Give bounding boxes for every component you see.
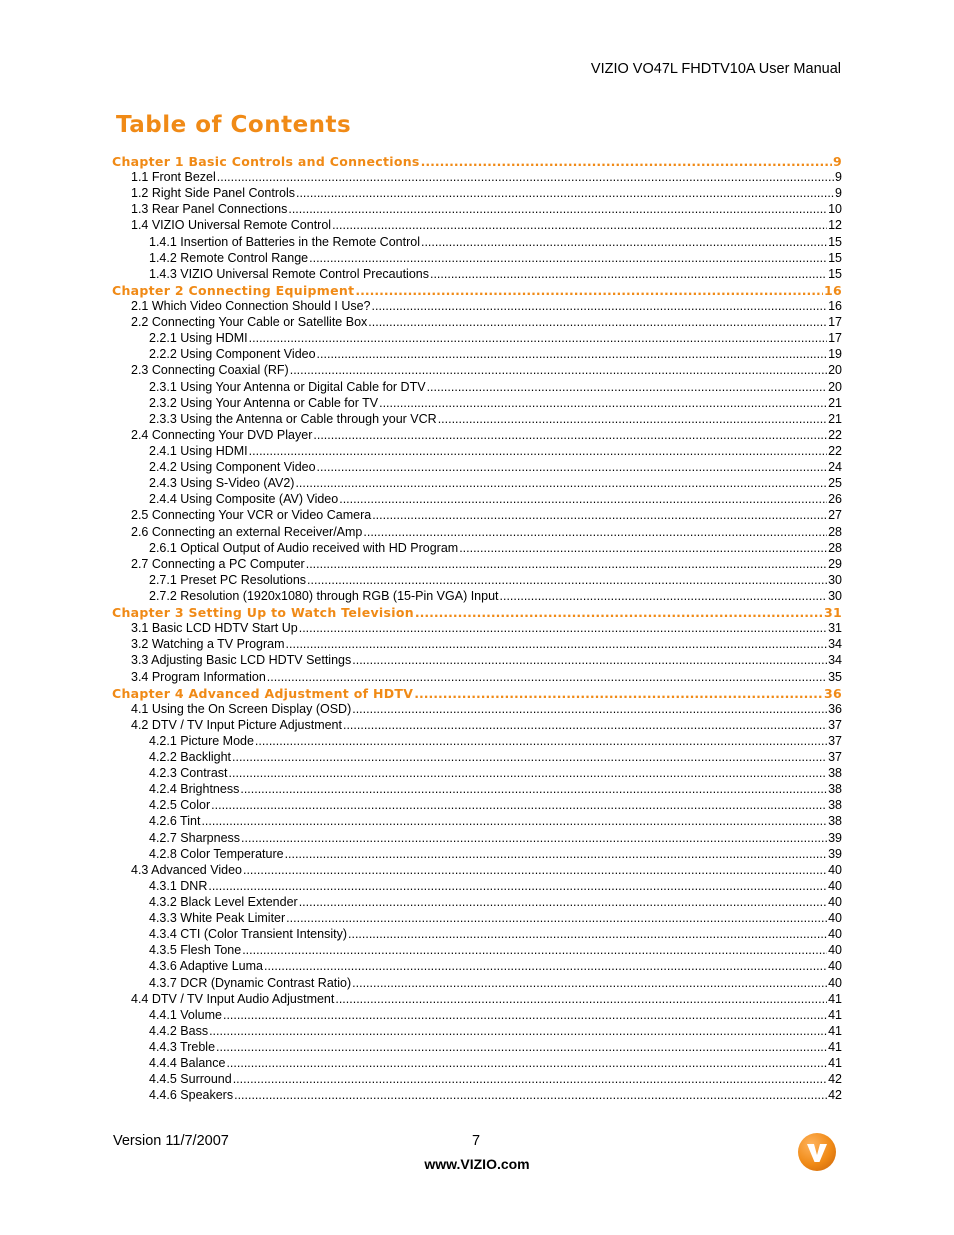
toc-leader-dots <box>288 202 827 216</box>
toc-entry-label: 1.1 Front Bezel <box>131 170 216 185</box>
toc-entry-page: 22 <box>828 443 842 458</box>
toc-entry-page: 36 <box>824 685 842 701</box>
toc-leader-dots <box>352 702 827 716</box>
toc-entry-label: Chapter 2 Connecting Equipment <box>112 282 355 298</box>
toc-entry-label: 2.4.2 Using Component Video <box>149 460 316 475</box>
toc-entry-page: 40 <box>828 895 842 910</box>
toc-section-entry[interactable] <box>112 573 842 589</box>
toc-section-entry[interactable] <box>112 992 842 1008</box>
toc-section-entry[interactable] <box>112 315 842 331</box>
toc-entry-page: 41 <box>828 1023 842 1038</box>
toc-chapter-entry[interactable] <box>112 283 842 299</box>
toc-entry-page: 15 <box>828 266 842 281</box>
toc-section-entry[interactable] <box>112 186 842 202</box>
toc-entry-label: 4.4.3 Treble <box>149 1040 216 1055</box>
toc-entry-label: 2.3.2 Using Your Antenna or Cable for TV <box>149 395 379 410</box>
toc-leader-dots <box>307 573 827 587</box>
toc-leader-dots <box>430 267 827 281</box>
toc-leader-dots <box>355 283 823 298</box>
toc-entry-label: 4.4.6 Speakers <box>149 1088 234 1103</box>
toc-entry-page: 38 <box>828 766 842 781</box>
toc-entry-page: 40 <box>828 911 842 926</box>
toc-section-entry[interactable] <box>112 380 842 396</box>
toc-section-entry[interactable] <box>112 847 842 863</box>
toc-entry-page: 17 <box>828 331 842 346</box>
vizio-v-logo-icon <box>798 1133 836 1171</box>
toc-leader-dots <box>286 637 828 651</box>
toc-entry-page: 41 <box>828 1007 842 1022</box>
toc-entry-page: 42 <box>828 1072 842 1087</box>
toc-leader-dots <box>363 525 827 539</box>
toc-section-entry[interactable] <box>112 218 842 234</box>
toc-entry-label: 2.6 Connecting an external Receiver/Amp <box>131 524 363 539</box>
toc-leader-dots <box>500 589 828 603</box>
toc-section-entry[interactable] <box>112 1040 842 1056</box>
toc-entry-page: 9 <box>833 154 842 169</box>
toc-entry-page: 38 <box>828 798 842 813</box>
toc-entry-label: 4.3.2 Black Level Extender <box>149 895 298 910</box>
toc-section-entry[interactable] <box>112 347 842 363</box>
toc-entry-page: 41 <box>828 991 842 1006</box>
toc-entry-page: 35 <box>828 669 842 684</box>
toc-entry-label: 2.2.2 Using Component Video <box>149 347 316 362</box>
toc-section-entry[interactable] <box>112 396 842 412</box>
toc-entry-page: 40 <box>828 975 842 990</box>
toc-entry-page: 42 <box>828 1088 842 1103</box>
toc-section-entry[interactable] <box>112 412 842 428</box>
toc-section-entry[interactable] <box>112 653 842 669</box>
toc-section-entry[interactable] <box>112 702 842 718</box>
toc-entry-page: 37 <box>828 717 842 732</box>
toc-entry-page: 39 <box>828 830 842 845</box>
toc-entry-page: 34 <box>828 637 842 652</box>
toc-entry-label: 1.4.2 Remote Control Range <box>149 250 309 265</box>
toc-section-entry[interactable] <box>112 331 842 347</box>
toc-entry-label: 4.2.7 Sharpness <box>149 830 241 845</box>
toc-leader-dots <box>348 927 827 941</box>
toc-section-entry[interactable] <box>112 863 842 879</box>
toc-entry-page: 41 <box>828 1040 842 1055</box>
table-of-contents <box>112 154 842 1104</box>
toc-chapter-entry[interactable] <box>112 605 842 621</box>
toc-section-entry[interactable] <box>112 235 842 251</box>
toc-section-entry[interactable] <box>112 1024 842 1040</box>
toc-entry-label: 3.4 Program Information <box>131 669 266 684</box>
toc-leader-dots <box>285 847 828 861</box>
toc-entry-label: 1.4.3 VIZIO Universal Remote Control Precautions <box>149 266 429 281</box>
toc-leader-dots <box>241 831 827 845</box>
toc-entry-label: Chapter 1 Basic Controls and Connections <box>112 154 420 169</box>
toc-entry-page: 40 <box>828 878 842 893</box>
toc-leader-dots <box>414 686 823 701</box>
toc-entry-label: 4.3 Advanced Video <box>131 862 242 877</box>
toc-entry-label: 4.4.2 Bass <box>149 1023 209 1038</box>
toc-leader-dots <box>299 895 827 909</box>
toc-entry-page: 16 <box>824 282 842 298</box>
toc-leader-dots <box>229 766 828 780</box>
toc-section-entry[interactable] <box>112 363 842 379</box>
toc-section-entry[interactable] <box>112 976 842 992</box>
toc-entry-label: 2.2 Connecting Your Cable or Satellite Box <box>131 315 368 330</box>
toc-leader-dots <box>290 363 827 377</box>
toc-leader-dots <box>240 782 827 796</box>
toc-entry-label: 1.3 Rear Panel Connections <box>131 202 288 217</box>
toc-entry-page: 30 <box>828 588 842 603</box>
toc-leader-dots <box>415 605 823 620</box>
toc-section-entry[interactable] <box>112 879 842 895</box>
toc-entry-page: 25 <box>828 476 842 491</box>
toc-entry-page: 37 <box>828 733 842 748</box>
toc-section-entry[interactable] <box>112 1056 842 1072</box>
toc-entry-label: 4.2.3 Contrast <box>149 766 228 781</box>
toc-entry-page: 20 <box>828 379 842 394</box>
toc-section-entry[interactable] <box>112 782 842 798</box>
toc-entry-page: 36 <box>828 701 842 716</box>
toc-entry-page: 15 <box>828 234 842 249</box>
toc-chapter-entry[interactable] <box>112 686 842 702</box>
toc-section-entry[interactable] <box>112 541 842 557</box>
toc-entry-label: 4.3.3 White Peak Limiter <box>149 911 286 926</box>
toc-leader-dots <box>232 750 827 764</box>
toc-entry-page: 27 <box>828 508 842 523</box>
toc-entry-label: 4.2.5 Color <box>149 798 211 813</box>
toc-section-entry[interactable] <box>112 895 842 911</box>
toc-leader-dots <box>421 235 827 249</box>
footer-url: www.VIZIO.com <box>424 1156 530 1172</box>
toc-section-entry[interactable] <box>112 508 842 524</box>
toc-leader-dots <box>209 1024 827 1038</box>
toc-entry-label: 2.5 Connecting Your VCR or Video Camera <box>131 508 372 523</box>
toc-entry-page: 19 <box>828 347 842 362</box>
toc-section-entry[interactable] <box>112 1008 842 1024</box>
toc-leader-dots <box>296 186 834 200</box>
toc-entry-label: 4.2 DTV / TV Input Picture Adjustment <box>131 717 342 732</box>
toc-leader-dots <box>343 718 827 732</box>
toc-entry-label: 4.3.6 Adaptive Luma <box>149 959 263 974</box>
toc-leader-dots <box>223 1008 827 1022</box>
toc-leader-dots <box>306 557 827 571</box>
toc-entry-page: 21 <box>828 395 842 410</box>
toc-section-entry[interactable] <box>112 750 842 766</box>
toc-entry-label: 2.4.1 Using HDMI <box>149 443 248 458</box>
toc-leader-dots <box>211 798 827 812</box>
toc-leader-dots <box>317 347 828 361</box>
toc-entry-label: 2.2.1 Using HDMI <box>149 331 248 346</box>
toc-entry-label: 4.2.2 Backlight <box>149 750 231 765</box>
toc-section-entry[interactable] <box>112 766 842 782</box>
toc-leader-dots <box>459 541 827 555</box>
toc-section-entry[interactable] <box>112 670 842 686</box>
toc-leader-dots <box>216 1040 827 1054</box>
toc-entry-page: 28 <box>828 540 842 555</box>
toc-entry-label: 4.2.1 Picture Mode <box>149 733 254 748</box>
toc-entry-label: 3.1 Basic LCD HDTV Start Up <box>131 621 298 636</box>
toc-entry-page: 41 <box>828 1056 842 1071</box>
toc-entry-label: 4.4.4 Balance <box>149 1056 226 1071</box>
toc-entry-label: Chapter 4 Advanced Adjustment of HDTV <box>112 685 414 701</box>
toc-entry-page: 30 <box>828 572 842 587</box>
toc-entry-label: 4.3.7 DCR (Dynamic Contrast Ratio) <box>149 975 352 990</box>
toc-section-entry[interactable] <box>112 1088 842 1104</box>
footer-version: Version 11/7/2007 <box>113 1133 229 1149</box>
toc-leader-dots <box>332 218 827 232</box>
toc-leader-dots <box>438 412 827 426</box>
toc-leader-dots <box>286 911 827 925</box>
toc-entry-label: 2.3.3 Using the Antenna or Cable through your VCR <box>149 411 437 426</box>
toc-entry-label: 2.3 Connecting Coaxial (RF) <box>131 363 289 378</box>
toc-entry-page: 40 <box>828 862 842 877</box>
document-header-title: VIZIO VO47L FHDTV10A User Manual <box>590 61 841 77</box>
toc-leader-dots <box>372 299 828 313</box>
toc-leader-dots <box>379 396 827 410</box>
toc-entry-page: 16 <box>828 298 842 313</box>
toc-entry-label: 2.4 Connecting Your DVD Player <box>131 427 313 442</box>
toc-title: Table of Contents <box>116 112 352 138</box>
toc-entry-page: 34 <box>828 653 842 668</box>
toc-leader-dots <box>264 959 827 973</box>
toc-entry-label: 1.4 VIZIO Universal Remote Control <box>131 218 332 233</box>
toc-section-entry[interactable] <box>112 525 842 541</box>
toc-entry-label: 4.3.4 CTI (Color Transient Intensity) <box>149 927 347 942</box>
toc-entry-label: 1.4.1 Insertion of Batteries in the Remote Control <box>149 234 420 249</box>
toc-entry-page: 39 <box>828 846 842 861</box>
toc-leader-dots <box>249 444 827 458</box>
toc-section-entry[interactable] <box>112 267 842 283</box>
toc-entry-page: 31 <box>828 621 842 636</box>
toc-leader-dots <box>249 331 827 345</box>
toc-entry-page: 24 <box>828 460 842 475</box>
toc-entry-page: 26 <box>828 492 842 507</box>
toc-leader-dots <box>299 621 827 635</box>
toc-leader-dots <box>313 428 827 442</box>
toc-entry-label: 2.1 Which Video Connection Should I Use? <box>131 298 371 313</box>
toc-entry-page: 40 <box>828 943 842 958</box>
toc-leader-dots <box>317 460 828 474</box>
toc-section-entry[interactable] <box>112 943 842 959</box>
toc-entry-label: 4.1 Using the On Screen Display (OSD) <box>131 701 352 716</box>
toc-leader-dots <box>295 476 827 490</box>
toc-section-entry[interactable] <box>112 557 842 573</box>
toc-entry-label: 2.7 Connecting a PC Computer <box>131 556 305 571</box>
toc-entry-label: Chapter 3 Setting Up to Watch Television <box>112 605 414 621</box>
toc-section-entry[interactable] <box>112 492 842 508</box>
toc-leader-dots <box>421 154 832 169</box>
toc-entry-page: 12 <box>828 218 842 233</box>
toc-leader-dots <box>208 879 827 893</box>
toc-entry-page: 20 <box>828 363 842 378</box>
toc-entry-label: 3.3 Adjusting Basic LCD HDTV Settings <box>131 653 352 668</box>
toc-entry-label: 4.4 DTV / TV Input Audio Adjustment <box>131 991 335 1006</box>
toc-entry-label: 4.3.5 Flesh Tone <box>149 943 242 958</box>
toc-entry-page: 10 <box>828 202 842 217</box>
toc-entry-label: 4.2.6 Tint <box>149 814 201 829</box>
toc-section-entry[interactable] <box>112 621 842 637</box>
toc-entry-label: 4.2.8 Color Temperature <box>149 846 284 861</box>
toc-entry-page: 9 <box>835 186 842 201</box>
toc-entry-label: 4.2.4 Brightness <box>149 782 240 797</box>
toc-section-entry[interactable] <box>112 1072 842 1088</box>
toc-entry-label: 2.6.1 Optical Output of Audio received with HD Program <box>149 540 459 555</box>
toc-entry-page: 40 <box>828 959 842 974</box>
toc-entry-label: 2.3.1 Using Your Antenna or Digital Cable for DTV <box>149 379 426 394</box>
toc-leader-dots <box>243 863 827 877</box>
toc-leader-dots <box>201 814 827 828</box>
toc-section-entry[interactable] <box>112 734 842 750</box>
toc-section-entry[interactable] <box>112 637 842 653</box>
toc-entry-page: 22 <box>828 427 842 442</box>
toc-entry-page: 40 <box>828 927 842 942</box>
toc-entry-page: 28 <box>828 524 842 539</box>
toc-entry-page: 21 <box>828 411 842 426</box>
toc-entry-page: 29 <box>828 556 842 571</box>
toc-section-entry[interactable] <box>112 299 842 315</box>
toc-leader-dots <box>234 1088 827 1102</box>
toc-leader-dots <box>226 1056 827 1070</box>
toc-section-entry[interactable] <box>112 831 842 847</box>
toc-leader-dots <box>242 943 827 957</box>
toc-section-entry[interactable] <box>112 814 842 830</box>
toc-section-entry[interactable] <box>112 428 842 444</box>
toc-entry-label: 2.4.3 Using S-Video (AV2) <box>149 476 295 491</box>
toc-entry-page: 31 <box>824 605 842 621</box>
toc-section-entry[interactable] <box>112 798 842 814</box>
toc-leader-dots <box>427 380 828 394</box>
toc-section-entry[interactable] <box>112 460 842 476</box>
toc-leader-dots <box>255 734 827 748</box>
toc-leader-dots <box>368 315 827 329</box>
toc-section-entry[interactable] <box>112 476 842 492</box>
toc-leader-dots <box>335 992 827 1006</box>
toc-leader-dots <box>352 976 827 990</box>
toc-section-entry[interactable] <box>112 251 842 267</box>
toc-section-entry[interactable] <box>112 718 842 734</box>
toc-entry-label: 3.2 Watching a TV Program <box>131 637 285 652</box>
toc-entry-page: 17 <box>828 315 842 330</box>
toc-entry-label: 4.3.1 DNR <box>149 878 208 893</box>
toc-section-entry[interactable] <box>112 589 842 605</box>
toc-section-entry[interactable] <box>112 959 842 975</box>
toc-leader-dots <box>267 670 827 684</box>
toc-entry-label: 4.4.1 Volume <box>149 1007 222 1022</box>
toc-leader-dots <box>217 170 834 184</box>
toc-entry-page: 37 <box>828 750 842 765</box>
toc-leader-dots <box>309 251 827 265</box>
toc-section-entry[interactable] <box>112 927 842 943</box>
toc-entry-label: 4.4.5 Surround <box>149 1072 232 1087</box>
toc-chapter-entry[interactable] <box>112 154 842 170</box>
toc-section-entry[interactable] <box>112 444 842 460</box>
toc-entry-page: 15 <box>828 250 842 265</box>
toc-entry-page: 9 <box>835 170 842 185</box>
toc-section-entry[interactable] <box>112 170 842 186</box>
toc-leader-dots <box>339 492 827 506</box>
toc-entry-page: 38 <box>828 782 842 797</box>
footer-page-number: 7 <box>472 1133 481 1149</box>
toc-entry-label: 2.4.4 Using Composite (AV) Video <box>149 492 339 507</box>
toc-entry-label: 2.7.2 Resolution (1920x1080) through RGB (15-Pin VGA) Input <box>149 588 499 603</box>
toc-leader-dots <box>372 508 827 522</box>
toc-section-entry[interactable] <box>112 911 842 927</box>
toc-entry-label: 2.7.1 Preset PC Resolutions <box>149 572 307 587</box>
toc-entry-label: 1.2 Right Side Panel Controls <box>131 186 295 201</box>
toc-leader-dots <box>233 1072 827 1086</box>
toc-section-entry[interactable] <box>112 202 842 218</box>
toc-entry-page: 38 <box>828 814 842 829</box>
toc-leader-dots <box>352 653 827 667</box>
